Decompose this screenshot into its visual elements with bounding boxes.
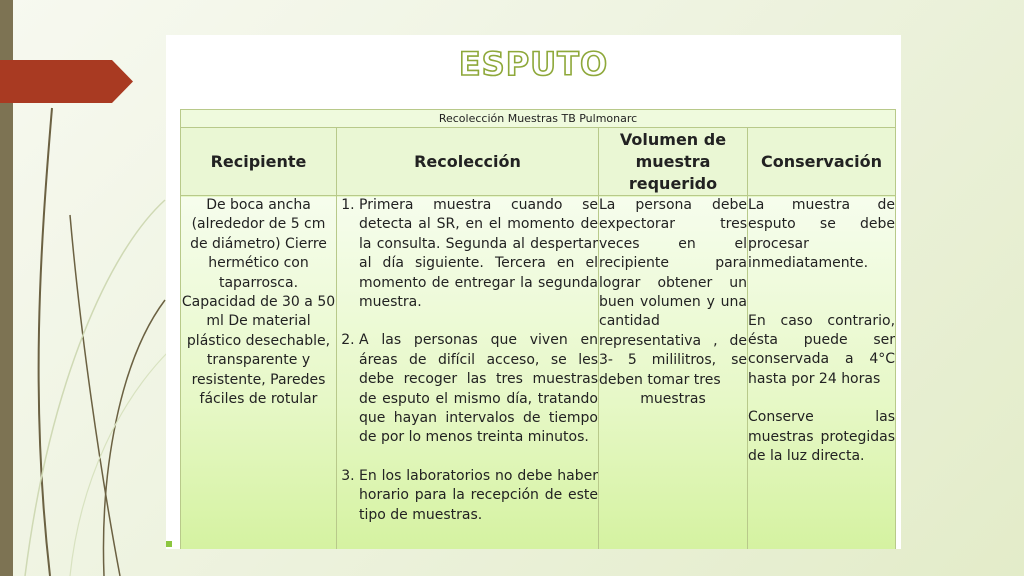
recoleccion-item: 2. A las personas que viven en áreas de difícil acceso, se les debe recoger las tres muestras de esputo el mismo día, tratando que hayan intervalos de tiempo de por lo menos treinta minutos. — [359, 331, 598, 447]
cell-recoleccion — [337, 196, 599, 550]
table-caption: Recolección Muestras TB Pulmonarc — [181, 110, 896, 128]
volumen-text: La persona debe expectorar tres veces en el recipiente para lograr obtener un buen volumen y una cantidad representativa , de 3- 5 mililitros, se deben tomar tres — [599, 197, 747, 388]
recipiente-text: De boca ancha (alrededor de 5 cm de diámetro) Cierre hermético con taparrosca. Capacidad de 30 a 50 ml De material plástico desechable, transparente y resistente, Paredes fáciles de rotular — [181, 197, 336, 408]
cell-recipiente — [181, 196, 337, 550]
table-header-row — [181, 128, 896, 196]
conservacion-paragraph: En caso contrario, ésta puede ser conservada a 4°C hasta por 24 horas — [748, 312, 896, 387]
header-conservacion: Conservación — [748, 128, 896, 196]
conservacion-paragraph: La muestra de esputo se debe procesar inmediatamente. — [748, 197, 896, 272]
header-volumen: Volumen de muestra requerido — [599, 128, 748, 196]
header-recipiente: Recipiente — [181, 128, 337, 196]
conservacion-paragraph: Conserve las muestras protegidas de la luz directa. — [748, 409, 896, 465]
recoleccion-item: 3. En los laboratorios no debe haber horario para la recepción de este tipo de muestras. — [359, 467, 598, 525]
samples-table — [180, 109, 896, 549]
slide-title: ESPUTO — [458, 45, 609, 83]
header-recoleccion: Recolección — [337, 128, 599, 196]
decorative-curves — [0, 0, 180, 576]
table-row — [181, 196, 896, 550]
slide-content — [166, 35, 901, 549]
cell-volumen — [599, 196, 748, 550]
table-caption-row — [181, 110, 896, 128]
bullet-marker — [166, 541, 172, 547]
recoleccion-item: 1. Primera muestra cuando se detecta al SR, en el momento de la consulta. Segunda al despertar al día siguiente. Tercera en el momento de entregar la segunda muestra. — [359, 196, 598, 312]
recoleccion-list — [337, 196, 598, 525]
volumen-tail: muestras — [640, 391, 706, 408]
cell-conservacion — [748, 196, 896, 550]
